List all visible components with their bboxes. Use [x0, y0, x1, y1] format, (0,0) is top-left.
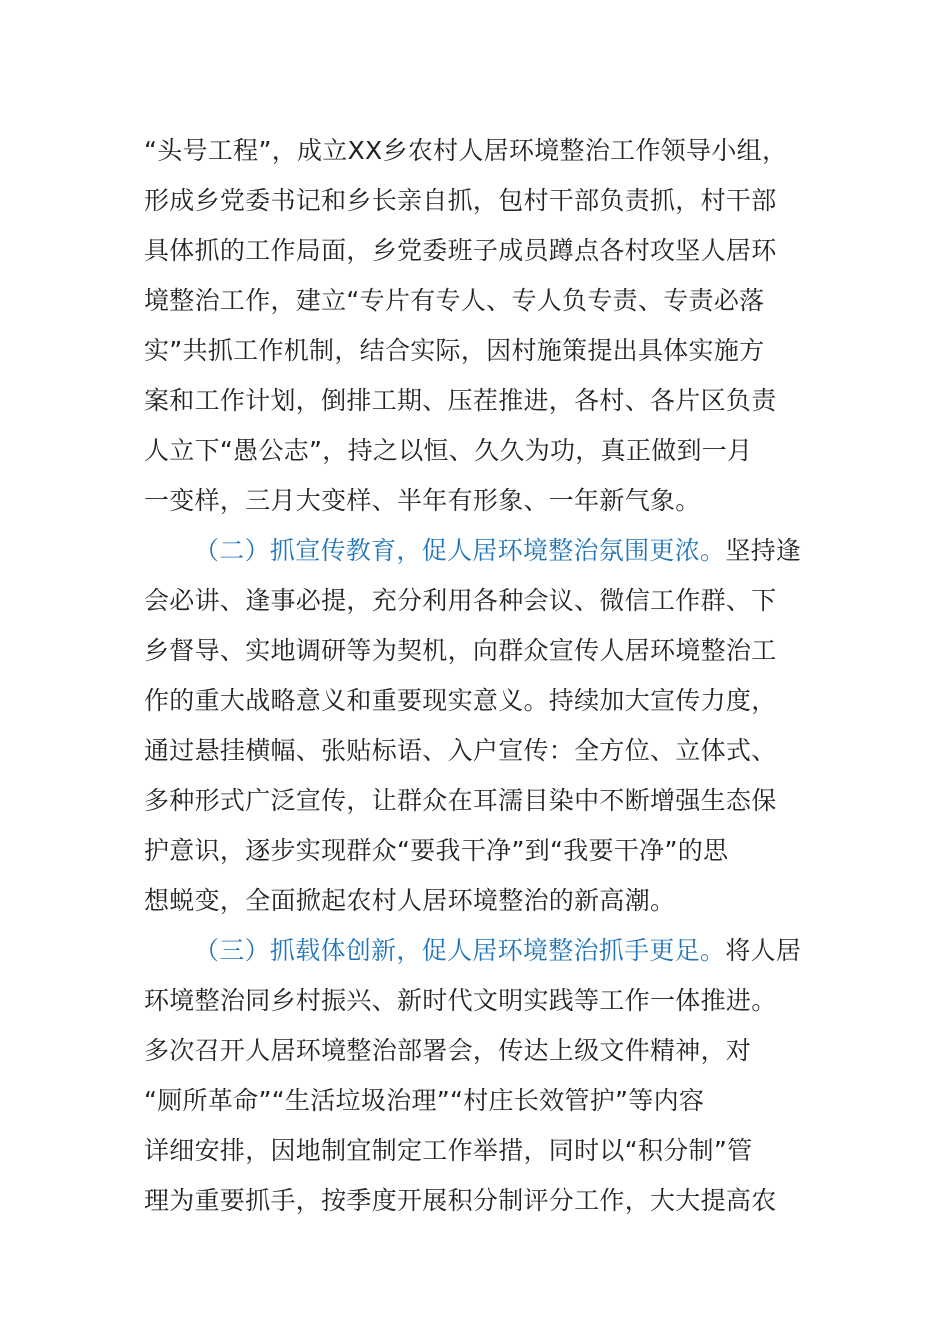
- paragraph-line: 详细安排，因地制宜制定工作举措，同时以“积分制”管: [144, 1136, 753, 1165]
- paragraph-line: 乡督导、实地调研等为契机，向群众宣传人居环境整治工: [144, 636, 777, 665]
- paragraph-line: “厕所革命”“生活垃圾治理”“村庄长效管护”等内容: [144, 1086, 705, 1115]
- paragraph-line: 多种形式广泛宣传，让群众在耳濡目染中不断增强生态保: [144, 786, 777, 815]
- paragraph-line: 一变样，三月大变样、半年有形象、一年新气象。: [144, 486, 701, 515]
- paragraph-line: 护意识，逐步实现群众“要我干净”到“我要干净”的思: [144, 836, 729, 865]
- document-body: [144, 126, 809, 1226]
- paragraph-line: 实”共抓工作机制，结合实际，因村施策提出具体实施方: [144, 336, 765, 365]
- paragraph-line: 理为重要抓手，按季度开展积分制评分工作，大大提高农: [144, 1186, 777, 1215]
- section-heading-3: （三）抓载体创新，促人居环境整治抓手更足。: [194, 936, 726, 965]
- paragraph-line: 形成乡党委书记和乡长亲自抓，包村干部负责抓，村干部: [144, 186, 777, 215]
- paragraph-line: 环境整治同乡村振兴、新时代文明实践等工作一体推进。: [144, 986, 777, 1015]
- paragraph-3: [144, 926, 809, 1226]
- paragraph-line: 想蜕变，全面掀起农村人居环境整治的新高潮。: [144, 886, 676, 915]
- paragraph-line: 案和工作计划，倒排工期、压茬推进，各村、各片区负责: [144, 386, 777, 415]
- paragraph-line: 境整治工作，建立“专片有专人、专人负专责、专责必落: [144, 286, 765, 315]
- paragraph-line: 通过悬挂横幅、张贴标语、入户宣传：全方位、立体式、: [144, 736, 777, 765]
- paragraph-line: 作的重大战略意义和重要现实意义。持续加大宣传力度，: [144, 686, 777, 715]
- paragraph-line: “头号工程”，成立XX乡农村人居环境整治工作领导小组，: [144, 136, 788, 165]
- paragraph-2: [144, 526, 809, 926]
- paragraph-first-line: [144, 926, 809, 976]
- paragraph-first-line: [144, 526, 809, 576]
- section-heading-2: （二）抓宣传教育，促人居环境整治氛围更浓。: [194, 536, 726, 565]
- paragraph-line: 具体抓的工作局面，乡党委班子成员蹲点各村攻坚人居环: [144, 236, 777, 265]
- paragraph-line: 人立下“愚公志”，持之以恒、久久为功，真正做到一月: [144, 436, 753, 465]
- paragraph-line: 会必讲、逢事必提，充分利用各种会议、微信工作群、下: [144, 586, 777, 615]
- paragraph-1: [144, 126, 809, 526]
- heading-line-rest: 将人居: [725, 936, 802, 965]
- paragraph-line: 多次召开人居环境整治部署会，传达上级文件精神，对: [144, 1036, 752, 1065]
- heading-line-rest: 坚持逢: [725, 536, 802, 565]
